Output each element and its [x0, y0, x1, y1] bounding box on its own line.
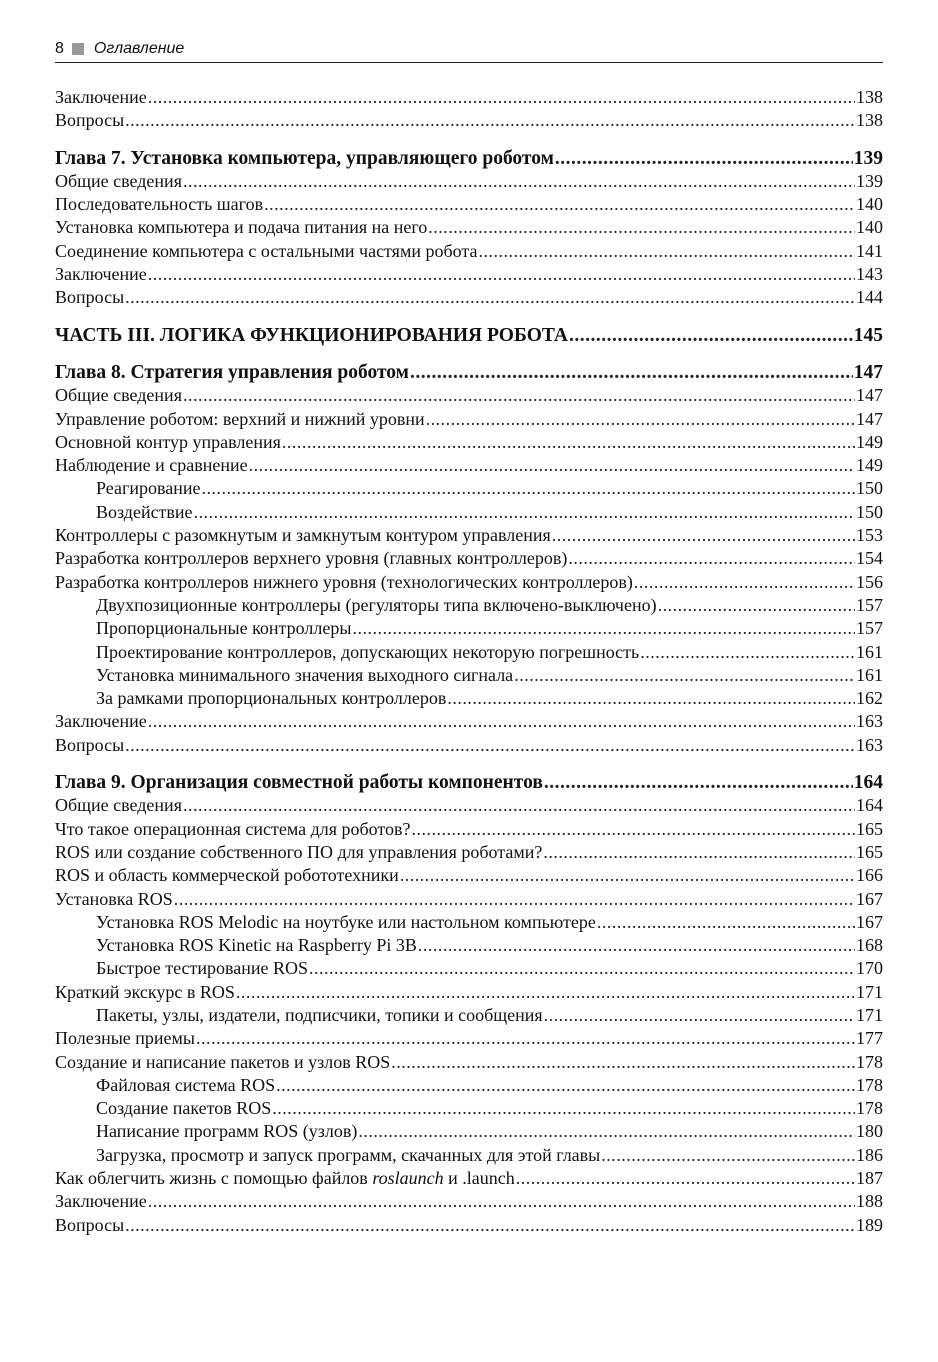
toc-entry	[55, 981, 883, 1004]
toc-page: 163	[856, 734, 883, 755]
toc-entry	[55, 841, 883, 864]
toc-title: Установка ROS Kinetic на Raspberry Pi 3B	[96, 935, 417, 956]
toc-page: 178	[856, 1074, 883, 1095]
toc-entry	[55, 109, 883, 132]
toc-entry	[55, 818, 883, 841]
toc-title: Наблюдение и сравнение	[55, 455, 248, 476]
toc-page: 161	[856, 641, 883, 662]
toc-page: 186	[856, 1144, 883, 1165]
toc-page: 156	[856, 571, 883, 592]
toc-page: 149	[856, 455, 883, 476]
toc-title: Управление роботом: верхний и нижний уровни	[55, 408, 425, 429]
toc-entry	[55, 216, 883, 239]
toc-page: 170	[856, 958, 883, 979]
header-square-icon	[72, 43, 84, 55]
toc-title: Контроллеры с разомкнутым и замкнутым контуром управления	[55, 525, 551, 546]
toc-subentry	[55, 1144, 883, 1167]
toc-page: 147	[856, 408, 883, 429]
toc-entry	[55, 408, 883, 431]
toc-title: Заключение	[55, 1191, 147, 1212]
toc-entry	[55, 384, 883, 407]
toc-entry	[55, 1190, 883, 1213]
toc-page: 138	[856, 87, 883, 107]
toc-title: ROS или создание собственного ПО для управления роботами?	[55, 841, 543, 862]
toc-page: 147	[856, 385, 883, 406]
toc-title: Установка ROS Melodic на ноутбуке или настольном компьютере	[96, 911, 596, 932]
toc-page: 161	[856, 664, 883, 685]
page-number: 8	[55, 40, 64, 57]
toc-page: 164	[856, 795, 883, 816]
toc-subentry	[55, 687, 883, 710]
toc-page: 165	[856, 818, 883, 839]
toc-title: Воздействие	[96, 501, 193, 522]
toc-entry	[55, 240, 883, 263]
toc-subentry	[55, 617, 883, 640]
toc-subentry	[55, 501, 883, 524]
toc-page: 140	[856, 194, 883, 215]
toc-title: Двухпозиционные контроллеры (регуляторы типа включено-выключено)	[96, 594, 657, 615]
toc-subentry	[55, 664, 883, 687]
toc-title: Вопросы	[55, 110, 125, 131]
toc-page: 187	[856, 1168, 883, 1189]
toc-subentry	[55, 594, 883, 617]
toc-entry	[55, 734, 883, 757]
toc-page: 157	[856, 618, 883, 639]
toc-title: Общие сведения	[55, 795, 182, 816]
toc-entry	[55, 263, 883, 286]
toc-page: 180	[856, 1121, 883, 1142]
toc-entry	[55, 571, 883, 594]
toc-entry	[55, 431, 883, 454]
toc-title: Полезные приемы	[55, 1028, 196, 1049]
toc-page: 164	[853, 772, 883, 794]
toc-subentry	[55, 1097, 883, 1120]
toc-title: Быстрое тестирование ROS	[96, 958, 309, 979]
toc-page: 149	[856, 431, 883, 452]
toc-page: 157	[856, 594, 883, 615]
toc-page: 171	[856, 1004, 883, 1025]
toc-title: Вопросы	[55, 287, 125, 308]
toc-title: Написание программ ROS (узлов)	[96, 1121, 358, 1142]
toc-title: Краткий экскурс в ROS	[55, 981, 235, 1002]
toc-title: Глава 8. Стратегия управления роботом	[55, 361, 409, 383]
toc-subentry	[55, 477, 883, 500]
toc-title: Разработка контроллеров нижнего уровня (технологических контроллеров)	[55, 571, 633, 592]
toc-title: Установка ROS	[55, 888, 173, 909]
toc-entry	[55, 86, 883, 109]
toc-page: 143	[856, 264, 883, 285]
toc-title: Установка минимального значения выходного сигнала	[96, 664, 514, 685]
toc-title: Создание и написание пакетов и узлов ROS	[55, 1051, 391, 1072]
toc-entry	[55, 454, 883, 477]
toc-page: 145	[853, 324, 883, 346]
toc-entry	[55, 1167, 883, 1190]
toc-page: 139	[853, 147, 883, 169]
toc-title: Файловая система ROS	[96, 1074, 276, 1095]
toc-title: ROS и область коммерческой робототехники	[55, 865, 399, 886]
toc-subentry	[55, 957, 883, 980]
toc-entry	[55, 794, 883, 817]
toc-page: 168	[856, 935, 883, 956]
toc-page: 167	[856, 911, 883, 932]
toc-part-3	[55, 324, 883, 347]
toc-entry	[55, 524, 883, 547]
toc-page: 178	[856, 1051, 883, 1072]
toc-title: Последовательность шагов	[55, 194, 264, 215]
toc-page: 177	[856, 1028, 883, 1049]
toc-entry	[55, 888, 883, 911]
toc-page: 140	[856, 217, 883, 238]
toc-chapter-8	[55, 361, 883, 384]
toc-title: Что такое операционная система для роботов?	[55, 818, 411, 839]
toc-entry	[55, 710, 883, 733]
toc-page: 141	[856, 240, 883, 261]
toc-page: 189	[856, 1214, 883, 1235]
toc-title: Заключение	[55, 264, 147, 285]
toc-entry	[55, 286, 883, 309]
toc-title: Проектирование контроллеров, допускающих некоторую погрешность	[96, 641, 640, 662]
toc-entry	[55, 1214, 883, 1237]
toc-entry	[55, 547, 883, 570]
toc-title: ЧАСТЬ III. ЛОГИКА ФУНКЦИОНИРОВАНИЯ РОБОТА	[55, 324, 569, 346]
page-header	[55, 36, 883, 63]
toc-title: Разработка контроллеров верхнего уровня (главных контроллеров)	[55, 548, 568, 569]
toc-page: 138	[856, 110, 883, 131]
toc-entry	[55, 193, 883, 216]
toc-page: 167	[856, 888, 883, 909]
toc-title: Реагирование	[96, 478, 201, 499]
toc-page: 162	[856, 688, 883, 709]
toc-page: 144	[856, 287, 883, 308]
toc-page: 147	[853, 361, 883, 383]
toc-title: Пропорциональные контроллеры	[96, 618, 352, 639]
toc-entry	[55, 1051, 883, 1074]
toc-title: Как облегчить жизнь с помощью файлов roslaunch и .launch	[55, 1168, 515, 1189]
toc-entry	[55, 864, 883, 887]
toc-title: Вопросы	[55, 734, 125, 755]
toc-subentry	[55, 641, 883, 664]
toc-page: 188	[856, 1191, 883, 1212]
toc-title: Глава 7. Установка компьютера, управляющего роботом	[55, 147, 554, 169]
toc-subentry	[55, 1004, 883, 1027]
toc-entry	[55, 1027, 883, 1050]
toc-title: Общие сведения	[55, 170, 182, 191]
toc-title: Общие сведения	[55, 385, 182, 406]
toc-title: Создание пакетов ROS	[96, 1098, 272, 1119]
toc-page: 150	[856, 478, 883, 499]
toc-title: За рамками пропорциональных контроллеров	[96, 688, 447, 709]
toc-page: 171	[856, 981, 883, 1002]
toc-title: Пакеты, узлы, издатели, подписчики, топики и сообщения	[96, 1004, 543, 1025]
toc-title: Заключение	[55, 87, 147, 107]
toc-chapter-9	[55, 771, 883, 794]
toc-page: 139	[856, 170, 883, 191]
table-of-contents	[55, 86, 883, 1237]
toc-page: 153	[856, 525, 883, 546]
toc-page: 154	[856, 548, 883, 569]
toc-title: Загрузка, просмотр и запуск программ, скачанных для этой главы	[96, 1144, 601, 1165]
toc-title: Вопросы	[55, 1214, 125, 1235]
toc-title: Соединение компьютера с остальными частями робота	[55, 240, 478, 261]
toc-title: Установка компьютера и подача питания на него	[55, 217, 428, 238]
toc-chapter-7	[55, 147, 883, 170]
toc-page: 150	[856, 501, 883, 522]
toc-page: 163	[856, 711, 883, 732]
toc-entry	[55, 170, 883, 193]
toc-page: 178	[856, 1098, 883, 1119]
toc-subentry	[55, 911, 883, 934]
toc-subentry	[55, 1074, 883, 1097]
toc-title: Основной контур управления	[55, 431, 281, 452]
running-title: Оглавление	[93, 40, 185, 57]
toc-page: 165	[856, 841, 883, 862]
toc-subentry	[55, 934, 883, 957]
toc-title: Заключение	[55, 711, 147, 732]
toc-title: Глава 9. Организация совместной работы компонентов	[55, 772, 543, 794]
toc-page: 166	[856, 865, 883, 886]
toc-subentry	[55, 1120, 883, 1143]
